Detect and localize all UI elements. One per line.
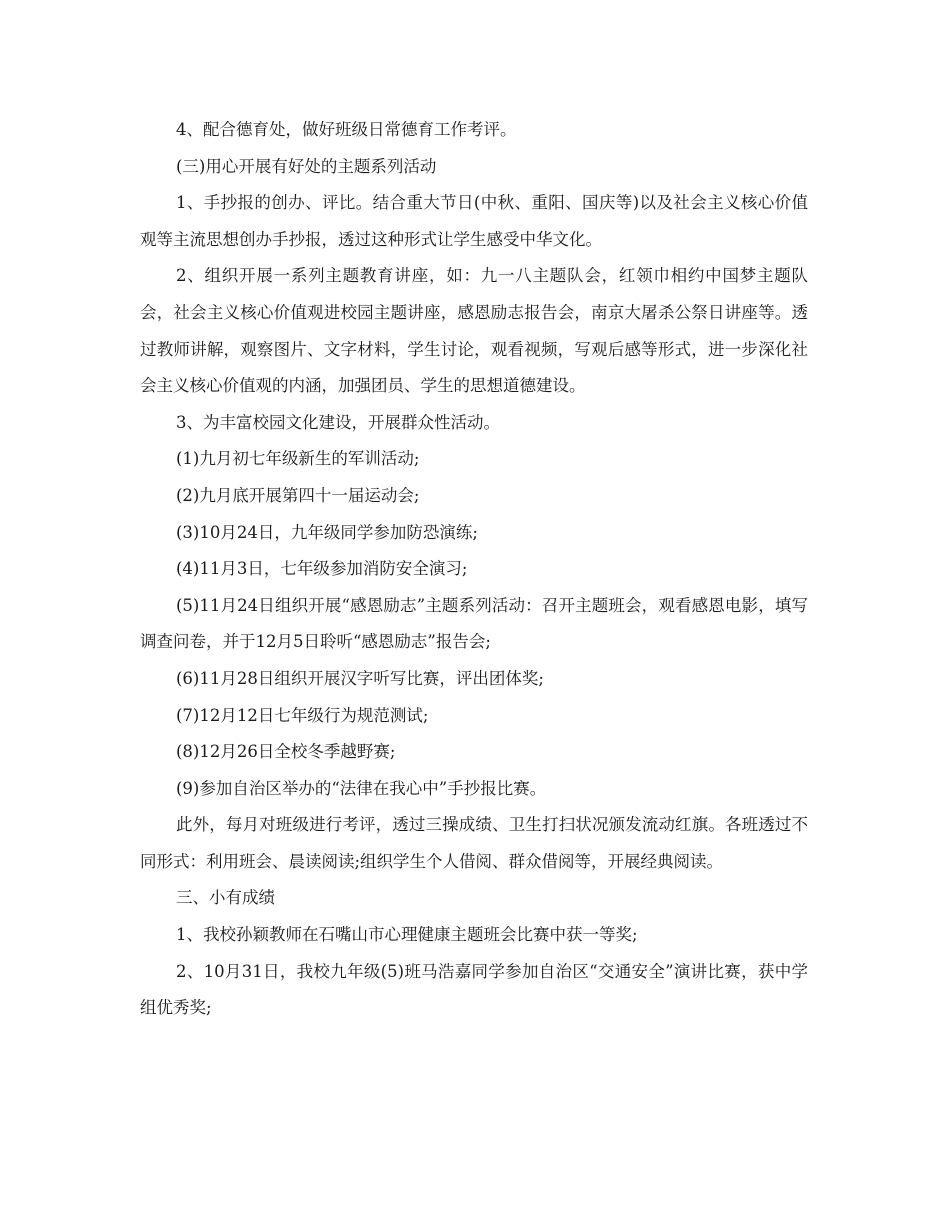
list-item: (9)参加自治区举办的“法律在我心中”手抄报比赛。	[176, 778, 547, 798]
list-item: (7)12月12日七年级行为规范测试;	[176, 705, 429, 725]
paragraph: 2、10月31日，我校九年级(5)班马浩嘉同学参加自治区“交通安全”演讲比赛，获中学组优秀奖;	[140, 961, 808, 1018]
paragraph: 4、配合德育处，做好班级日常德育工作考评。	[176, 120, 517, 139]
paragraph: 此外，每月对班级进行考评，透过三操成绩、卫生打扫状况颁发流动红旗。各班透过不同形式：利用班会、晨读阅读;组织学生个人借阅、群众借阅等，开展经典阅读。	[140, 815, 808, 871]
paragraph: 1、手抄报的创办、评比。结合重大节日(中秋、重阳、国庆等)以及社会主义核心价值观等主流思想创办手抄报，透过这种形式让学生感受中华文化。	[140, 193, 808, 249]
list-item: (1)九月初七年级新生的军训活动;	[176, 449, 420, 469]
section-heading: 三、小有成绩	[176, 888, 275, 908]
paragraph: 3、为丰富校园文化建设，开展群众性活动。	[176, 412, 500, 432]
paragraph: 1、我校孙颖教师在石嘴山市心理健康主题班会比赛中获一等奖;	[176, 925, 638, 945]
list-item: (4)11月3日，七年级参加消防安全演习;	[176, 559, 468, 579]
list-item: (5)11月24日组织开展“感恩励志”主题系列活动：召开主题班会，观看感恩电影，填写调查问卷，并于12月5日聆听“感恩励志”报告会;	[140, 595, 808, 652]
list-item: (8)12月26日全校冬季越野赛;	[176, 742, 396, 762]
section-heading: (三)用心开展有好处的主题系列活动	[176, 156, 437, 176]
list-item: (3)10月24日，九年级同学参加防恐演练;	[176, 522, 478, 542]
list-item: (2)九月底开展第四十一届运动会;	[176, 485, 420, 505]
paragraph: 2、组织开展一系列主题教育讲座，如：九一八主题队会，红领巾相约中国梦主题队会，社会主义核心价值观进校园主题讲座，感恩励志报告会，南京大屠杀公祭日讲座等。透过教师讲解，观察图片、文字材料，学生讨论，观看视频，写观后感等形式，进一步深化社会主义核心价值观的内涵，加强团员、学生的思想道德建设。	[140, 266, 808, 396]
document-body	[140, 112, 808, 1027]
list-item: (6)11月28日组织开展汉字听写比赛，评出团体奖;	[176, 668, 544, 688]
